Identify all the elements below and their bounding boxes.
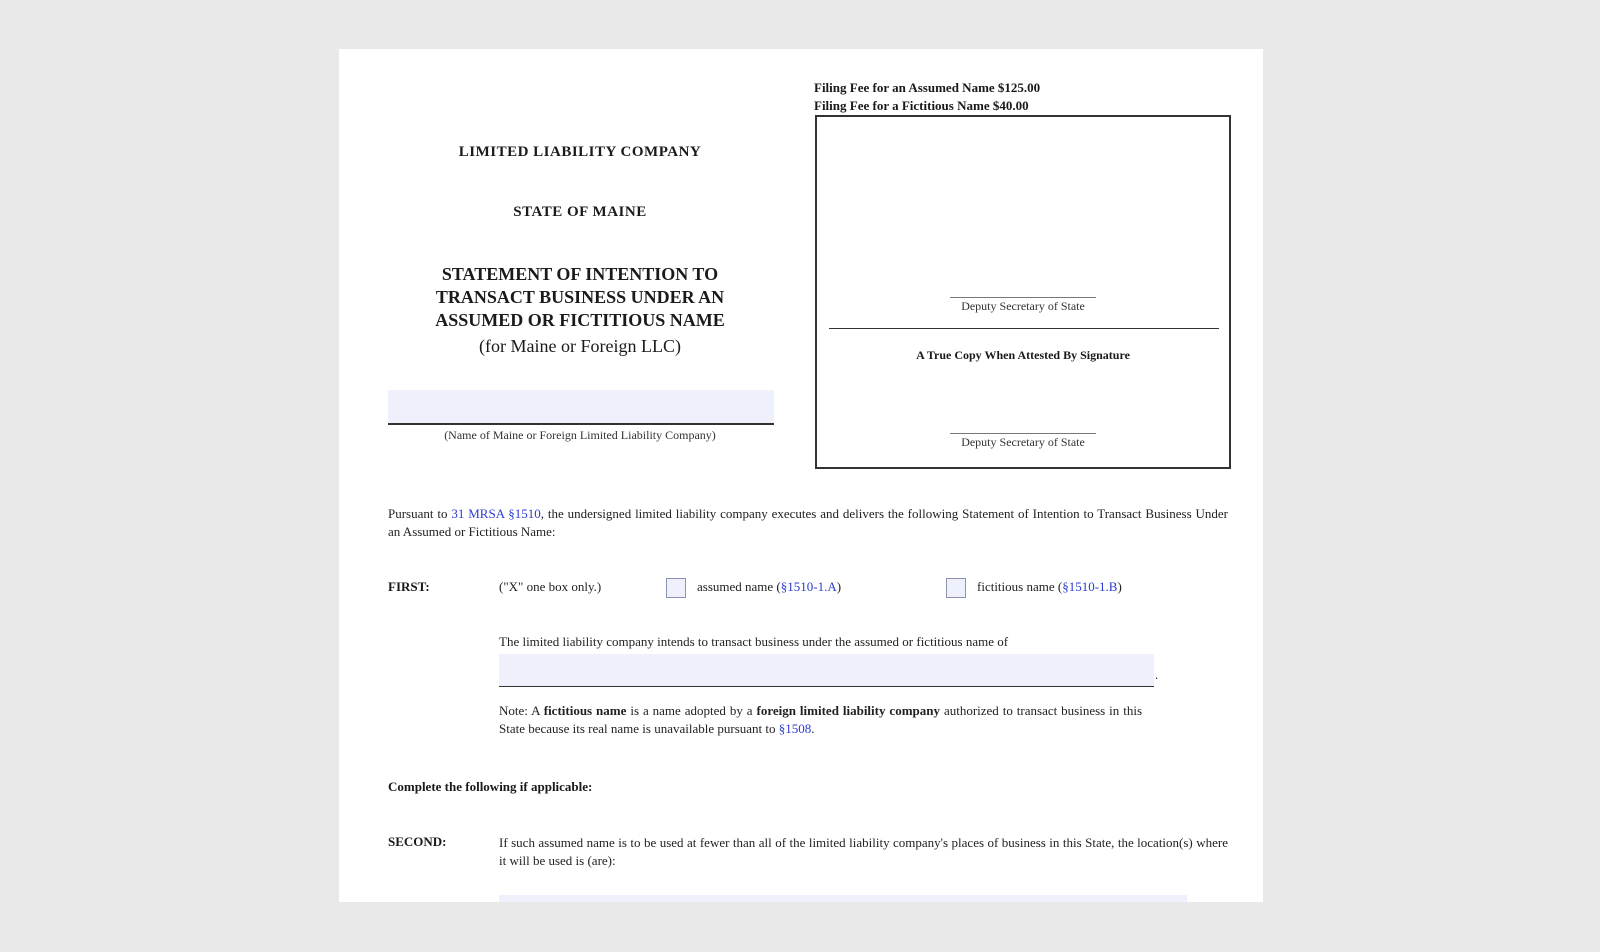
note-end: .: [811, 721, 815, 736]
first-instruction: ("X" one box only.): [499, 579, 602, 594]
fictitious-name-close: ): [1117, 579, 1122, 594]
assumed-name-option: [697, 579, 841, 595]
form-title-line-2: TRANSACT BUSINESS UNDER AN: [435, 287, 725, 307]
filing-fees: [814, 79, 1040, 115]
note-text-2: authorized to transact business in this State because its real name is unavailable pursuant to: [499, 703, 1143, 736]
statute-link-1510-1a[interactable]: §1510-1.A: [780, 579, 837, 594]
form-page: [339, 49, 1263, 902]
second-label: SECOND:: [388, 834, 447, 849]
fictitious-name-option: [977, 579, 1122, 595]
business-name-period: .: [1155, 667, 1159, 682]
statute-link-1510[interactable]: 31 MRSA §1510: [451, 506, 541, 521]
form-title: [387, 263, 773, 332]
locations-field[interactable]: [499, 895, 1187, 902]
true-copy-caption: A True Copy When Attested By Signature: [916, 348, 1130, 362]
assumed-name-close: ): [836, 579, 842, 594]
heading-state: STATE OF MAINE: [513, 204, 647, 220]
form-title-line-1: STATEMENT OF INTENTION TO: [441, 264, 719, 284]
form-subtitle: (for Maine or Foreign LLC): [479, 336, 681, 356]
assumed-name-checkbox[interactable]: [666, 578, 686, 598]
assumed-name-label: assumed name (: [697, 579, 781, 594]
note-prefix: Note: A: [499, 703, 544, 718]
fictitious-name-note: [499, 702, 1142, 738]
fictitious-name-label: fictitious name (: [977, 579, 1063, 594]
note-term-foreign-llc: foreign limited liability company: [756, 703, 940, 718]
fictitious-name-checkbox[interactable]: [946, 578, 966, 598]
note-text-1: is a name adopted by a: [626, 703, 757, 718]
statute-link-1508[interactable]: §1508: [778, 721, 812, 736]
intent-statement: The limited liability company intends to transact business under the assumed or fictitious name of: [499, 634, 1009, 649]
intro-paragraph: [388, 505, 1228, 541]
deputy-signature-line-top: Deputy Secretary of State: [950, 297, 1096, 314]
second-statement: If such assumed name is to be used at fewer than all of the limited liability company's places of business in this State, the location(s) where it will be used is (are):: [499, 835, 1228, 868]
fee-fictitious: Filing Fee for a Fictitious Name $40.00: [814, 98, 1029, 113]
deputy-signature-line-bottom: Deputy Secretary of State: [950, 433, 1096, 450]
note-term-fictitious: fictitious name: [543, 703, 627, 718]
business-name-field[interactable]: [499, 654, 1154, 687]
form-title-line-3: ASSUMED OR FICTITIOUS NAME: [435, 310, 725, 330]
first-label: FIRST:: [388, 579, 430, 594]
statute-link-1510-1b[interactable]: §1510-1.B: [1062, 579, 1118, 594]
applicable-heading: Complete the following if applicable:: [388, 779, 593, 794]
llc-name-caption: (Name of Maine or Foreign Limited Liability Company): [444, 428, 716, 442]
intro-suffix: , the undersigned limited liability company executes and delivers the following Statement of Intention to Transact Business Under an Assumed or Fictitious Name:: [388, 506, 1228, 539]
stamp-divider: [829, 328, 1219, 329]
intro-prefix: Pursuant to: [388, 506, 452, 521]
fee-assumed: Filing Fee for an Assumed Name $125.00: [814, 80, 1041, 95]
llc-name-field[interactable]: [388, 390, 774, 425]
official-stamp-box: [815, 115, 1231, 469]
heading-llc: LIMITED LIABILITY COMPANY: [458, 144, 702, 160]
